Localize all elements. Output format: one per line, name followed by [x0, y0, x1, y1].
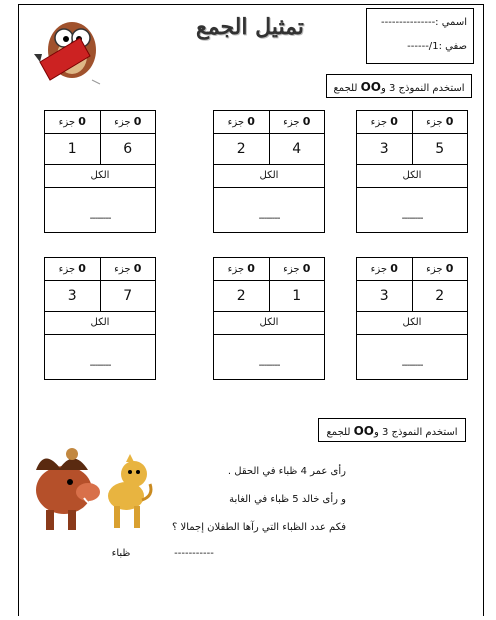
student-info-box — [366, 8, 474, 64]
part-header: 0 جزء — [426, 115, 454, 128]
part-value: 4 — [292, 141, 302, 157]
part-header: 0 جزء — [114, 115, 142, 128]
owl-with-crayon-illustration — [30, 10, 108, 88]
part-whole-model — [356, 257, 468, 380]
part-header: 0 جزء — [426, 262, 454, 275]
part-value: 1 — [45, 134, 101, 164]
whole-answer-field[interactable]: -------- — [89, 213, 111, 224]
part-value: 3 — [357, 281, 413, 311]
part-header: 0 جزء — [45, 258, 101, 280]
part-value: 2 — [214, 134, 270, 164]
part-header: 0 جزء — [283, 115, 311, 128]
part-whole-model — [356, 110, 468, 233]
word-problem-line-2: و رأى خالد 5 ظباء في الغابة — [229, 494, 346, 505]
part-value: 3 — [45, 281, 101, 311]
name-field[interactable]: اسمي :--------------- — [381, 17, 467, 28]
whole-label: الكل — [214, 312, 324, 335]
instruction-box-bottom — [318, 418, 466, 442]
oo-symbol: OO — [360, 80, 381, 94]
part-header: 0 جزء — [214, 111, 270, 133]
part-value: 5 — [435, 141, 445, 157]
whole-label: الكل — [45, 312, 155, 335]
part-whole-model — [44, 257, 156, 380]
part-value: 6 — [123, 141, 133, 157]
oo-symbol: OO — [353, 424, 374, 438]
whole-label: الكل — [214, 165, 324, 188]
part-value: 3 — [357, 134, 413, 164]
whole-label: الكل — [357, 165, 467, 188]
part-header: 0 جزء — [114, 262, 142, 275]
instruction-text: استخدم النموذج 3 و — [380, 83, 465, 94]
whole-answer-field[interactable]: -------- — [258, 360, 280, 371]
answer-unit-label: ظباء — [111, 548, 131, 559]
part-header: 0 جزء — [357, 111, 413, 133]
whole-label: الكل — [357, 312, 467, 335]
whole-label: الكل — [45, 165, 155, 188]
instruction-suffix: للجمع — [326, 427, 351, 438]
part-header: 0 جزء — [214, 258, 270, 280]
class-field[interactable]: صفي :1/------ — [407, 41, 467, 52]
page-title: تمثيل الجمع — [196, 14, 304, 40]
part-header: 0 جزء — [283, 262, 311, 275]
word-problem-line-1: رأى عمر 4 ظباء في الحقل . — [227, 466, 346, 477]
instruction-box-top — [326, 74, 472, 98]
whole-answer-field[interactable]: -------- — [401, 213, 423, 224]
part-value: 2 — [214, 281, 270, 311]
part-whole-model — [213, 110, 325, 233]
whole-answer-field[interactable]: -------- — [401, 360, 423, 371]
part-whole-model — [44, 110, 156, 233]
part-value: 1 — [292, 288, 302, 304]
part-header: 0 جزء — [45, 111, 101, 133]
whole-answer-field[interactable]: -------- — [258, 213, 280, 224]
part-header: 0 جزء — [357, 258, 413, 280]
instruction-text: استخدم النموذج 3 و — [373, 427, 458, 438]
answer-blank[interactable]: ----------- — [174, 548, 214, 559]
instruction-suffix: للجمع — [333, 83, 358, 94]
part-value: 2 — [435, 288, 445, 304]
part-value: 7 — [123, 288, 133, 304]
word-problem-line-3: فكم عدد الظباء التي رآها الطفلان إجمالا ؟ — [172, 522, 346, 533]
whole-answer-field[interactable]: -------- — [89, 360, 111, 371]
part-whole-model — [213, 257, 325, 380]
